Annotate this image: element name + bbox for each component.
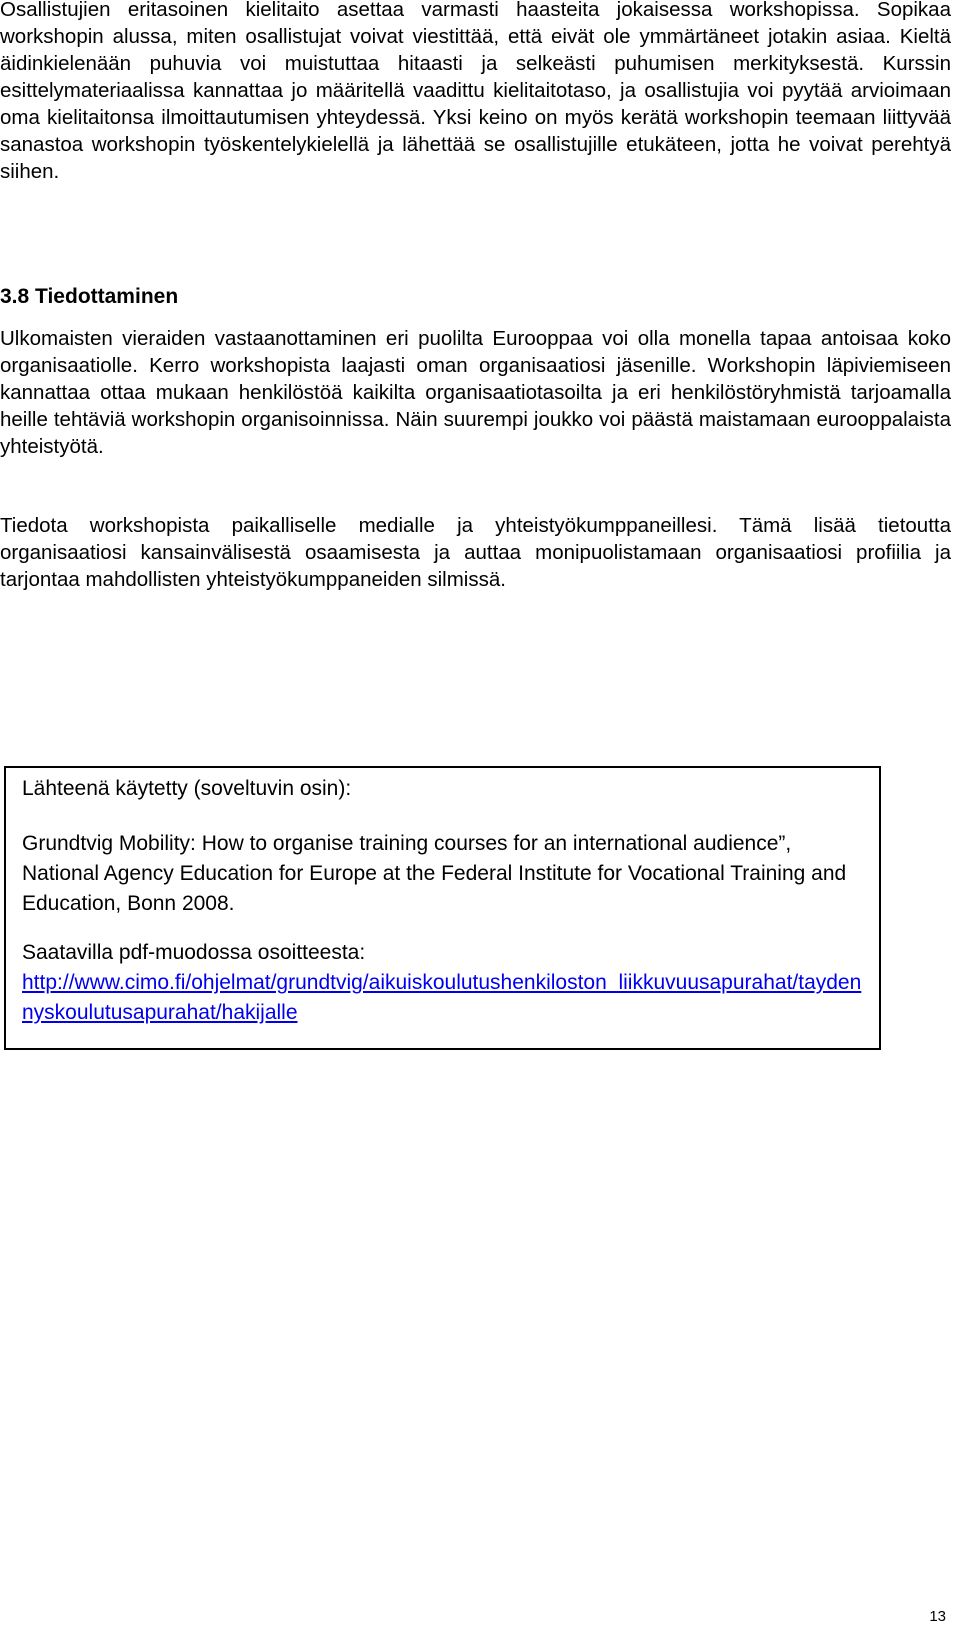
source-availability bbox=[22, 938, 872, 1028]
source-reference-text: Grundtvig Mobility: How to organise training courses for an international audience”, National Agency Education for Europe at the Federal Institute for Vocational Training and Education, Bonn 2008. bbox=[22, 832, 847, 915]
section-heading: 3.8 Tiedottaminen bbox=[0, 285, 179, 308]
availability-label: Saatavilla pdf-muodossa osoitteesta: bbox=[22, 941, 366, 964]
source-box-title: Lähteenä käytetty (soveltuvin osin): bbox=[22, 777, 352, 800]
body-paragraph-internal-communication: Ulkomaisten vieraiden vastaanottaminen eri puolilta Eurooppaa voi olla monella tapaa antoisaa koko organisaatiolle. Kerro workshopista laajasti oman organisaatiosi jäsenille. Workshopin läpiviemiseen kannattaa ottaa mukaan henkilöstöä kaikilta organisaatiotasoilta ja eri henkilöstöryhmistä tarjoamalla heille tehtäviä workshopin organisoinnissa. Näin suurempi joukko voi päästä maistamaan eurooppalaista yhteistyötä. bbox=[0, 327, 951, 458]
page-number: 13 bbox=[929, 1608, 946, 1625]
source-url-link[interactable]: http://www.cimo.fi/ohjelmat/grundtvig/aikuiskoulutushenkiloston_liikkuvuusapurahat/taydennyskoulutusapurahat/hakijalle bbox=[22, 971, 862, 1024]
body-paragraph-language-skills: Osallistujien eritasoinen kielitaito asettaa varmasti haasteita jokaisessa workshopissa. Sopikaa workshopin alussa, miten osallistujat voivat viestittää, että eivät ole ymmärtäneet jotakin asiaa. Kieltä äidinkielenään puhuvia voi muistuttaa hitaasti ja selkeästi puhumisen merkityksestä. Kurssin esittelymateriaalissa kannattaa jo määritellä vaadittu kielitaitotaso, ja osallistujia voi pyytää arvioimaan oma kielitaitonsa ilmoittautumisen yhteydessä. Yksi keino on myös kerätä workshopin teemaan liittyvää sanastoa workshopin työskentelykielellä ja lähettää se osallistujille etukäteen, jotta he voivat perehtyä siihen. bbox=[0, 0, 951, 183]
source-reference-box bbox=[4, 766, 881, 1050]
body-paragraph-media-communication: Tiedota workshopista paikalliselle medialle ja yhteistyökumppaneillesi. Tämä lisää tietoutta organisaatiosi kansainvälisestä osaamisesta ja auttaa monipuolistamaan organisaatiosi profiilia ja tarjontaa mahdollisten yhteistyökumppaneiden silmissä. bbox=[0, 514, 951, 591]
